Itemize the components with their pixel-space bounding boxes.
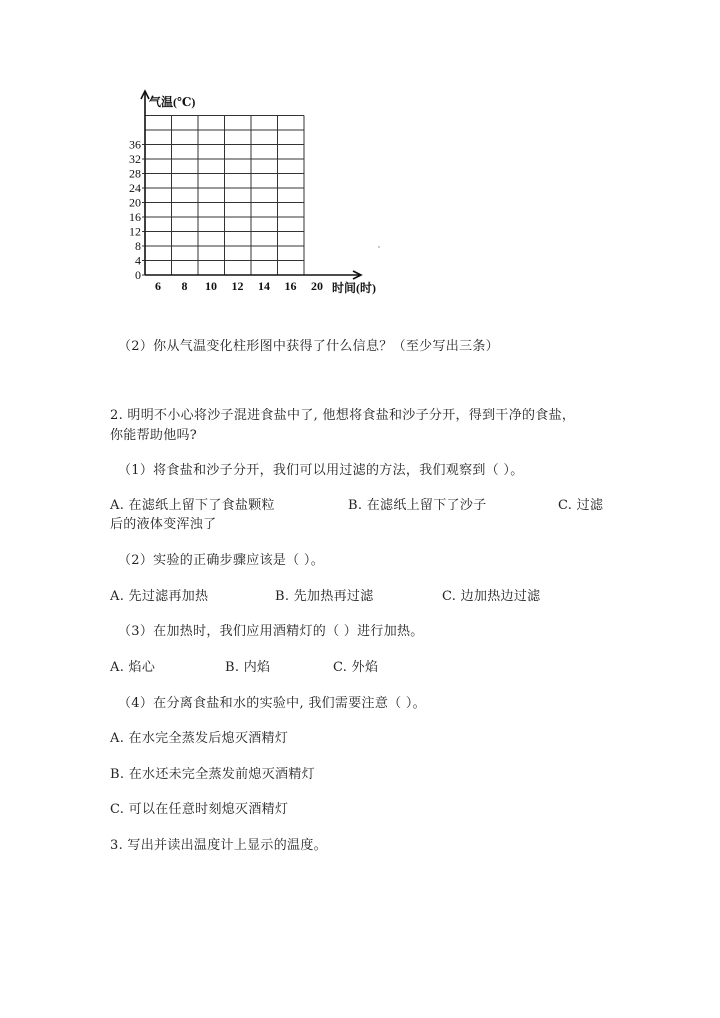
y-tick-label: 8 bbox=[135, 239, 141, 253]
x-tick-label: 16 bbox=[284, 279, 297, 293]
q2-part3-option-a[interactable]: A. 焰心 bbox=[110, 660, 156, 675]
temperature-chart bbox=[124, 88, 394, 303]
x-tick-label: 20 bbox=[311, 279, 323, 293]
x-tick-label: 8 bbox=[181, 279, 188, 293]
x-tick-label: 12 bbox=[231, 279, 244, 293]
q1-part2-prompt: （2）你从气温变化柱形图中获得了什么信息？（至少写出三条） bbox=[118, 339, 499, 354]
q2-part2-option-a[interactable]: A. 先过滤再加热 bbox=[110, 589, 209, 604]
x-tick-label: 6 bbox=[155, 279, 161, 293]
y-tick-label: 36 bbox=[129, 137, 141, 152]
q2-part4-prompt: （4）在分离食盐和水的实验中, 我们需要注意（ ）。 bbox=[118, 696, 426, 711]
q2-part1-option-c[interactable]: C. 过滤 bbox=[558, 498, 604, 513]
q2-part1-option-a[interactable]: A. 在滤纸上留下了食盐颗粒 bbox=[110, 498, 275, 513]
q2-part3-option-b[interactable]: B. 内焰 bbox=[225, 660, 271, 675]
q3-prompt: 3. 写出并读出温度计上显示的温度。 bbox=[110, 838, 327, 853]
x-tick-label: 10 bbox=[205, 279, 217, 293]
x-axis-label: 时间(时) bbox=[332, 281, 376, 295]
q2-part3-option-c[interactable]: C. 外焰 bbox=[333, 660, 379, 675]
q2-part4-option-b[interactable]: B. 在水还未完全蒸发前熄灭酒精灯 bbox=[110, 767, 315, 782]
q2-part2-prompt: （2）实验的正确步骤应该是（ ）。 bbox=[118, 553, 325, 568]
y-tick-label: 24 bbox=[129, 181, 141, 195]
q2-part4-option-c[interactable]: C. 可以在任意时刻熄灭酒精灯 bbox=[110, 802, 289, 817]
y-tick-label: 16 bbox=[129, 210, 141, 224]
q2-stem-line1: 2. 明明不小心将沙子混进食盐中了, 他想将食盐和沙子分开，得到干净的食盐， bbox=[110, 408, 576, 423]
q2-part4-option-a[interactable]: A. 在水完全蒸发后熄灭酒精灯 bbox=[110, 731, 289, 746]
q2-part1-option-c-continued: 后的液体变浑浊了 bbox=[110, 517, 217, 532]
y-tick-label: 12 bbox=[129, 224, 141, 239]
y-tick-label: 0 bbox=[135, 268, 141, 282]
y-tick-label: 28 bbox=[129, 166, 141, 181]
q2-part3-prompt: （3）在加热时，我们应用酒精灯的（ ）进行加热。 bbox=[118, 624, 424, 639]
q2-stem-line2: 你能帮助他吗? bbox=[110, 428, 198, 443]
q2-part2-option-b[interactable]: B. 先加热再过滤 bbox=[275, 589, 374, 604]
q2-part2-option-c[interactable]: C. 边加热边过滤 bbox=[442, 589, 541, 604]
y-tick-label: 4 bbox=[135, 253, 141, 268]
y-tick-label: 20 bbox=[129, 195, 141, 210]
y-axis-label: 气温(℃) bbox=[149, 95, 196, 109]
q2-part1-prompt: （1）将食盐和沙子分开，我们可以用过滤的方法，我们观察到（ ）。 bbox=[118, 463, 524, 478]
q2-part1-option-b[interactable]: B. 在滤纸上留下了沙子 bbox=[348, 498, 487, 513]
y-tick-label: 32 bbox=[129, 152, 141, 166]
speck-mark bbox=[378, 246, 380, 248]
x-tick-label: 14 bbox=[258, 279, 270, 293]
